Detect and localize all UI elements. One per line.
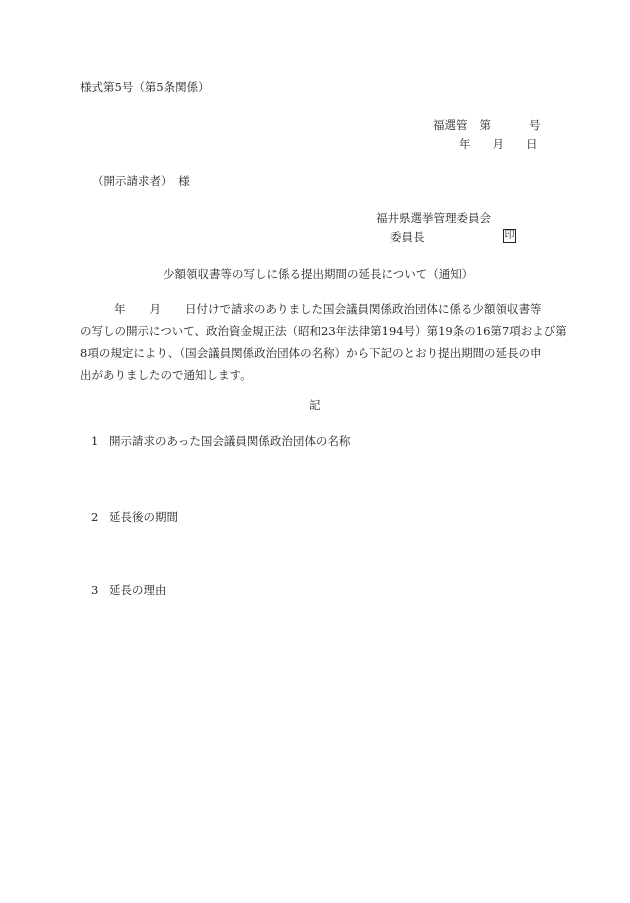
seal-stamp: 印 [504,230,515,241]
body-line1-rest: 日付けで請求のありました国会議員関係政治団体に係る少額領収書等 [185,302,542,316]
body-line-3: 8項の規定により、（国会議員関係政治団体の名称）から下記のとおり提出期間の延長の申 [80,346,542,360]
ki-heading: 記 [309,398,321,412]
sender-organization: 福井県選挙管理委員会 [376,211,491,225]
doc-number-dai: 第 [479,118,491,132]
document-number [433,120,541,132]
body-text [80,298,567,386]
date-year: 年 [459,137,471,151]
item-number: 3 [91,583,99,597]
list-item [91,436,350,448]
doc-number-go: 号 [529,118,541,132]
date-line [459,139,538,151]
item-label: 延長後の期間 [109,510,178,524]
item-number: 2 [91,510,99,524]
form-label: 様式第5号（第5条関係） [80,80,210,94]
list-item [91,585,167,597]
recipient: （開示請求者） 様 [92,174,190,188]
body-line-2: の写しの開示について、政治資金規正法（昭和23年法律第194号）第19条の16第7項および第 [80,324,567,338]
date-month: 月 [492,137,504,151]
body-line-1 [80,298,555,320]
document-title: 少額領収書等の写しに係る提出期間の延長について（通知） [163,267,474,281]
item-number: 1 [91,434,99,448]
item-label: 開示請求のあった国会議員関係政治団体の名称 [109,434,351,448]
sender-title: 委員長 [390,230,425,244]
item-label: 延長の理由 [109,583,167,597]
body-line-4: 出がありましたので通知します。 [80,368,252,382]
body-month: 月 [149,302,161,316]
list-item [91,512,178,524]
body-year: 年 [114,302,126,316]
date-day: 日 [526,137,538,151]
doc-number-prefix: 福選管 [433,118,468,132]
